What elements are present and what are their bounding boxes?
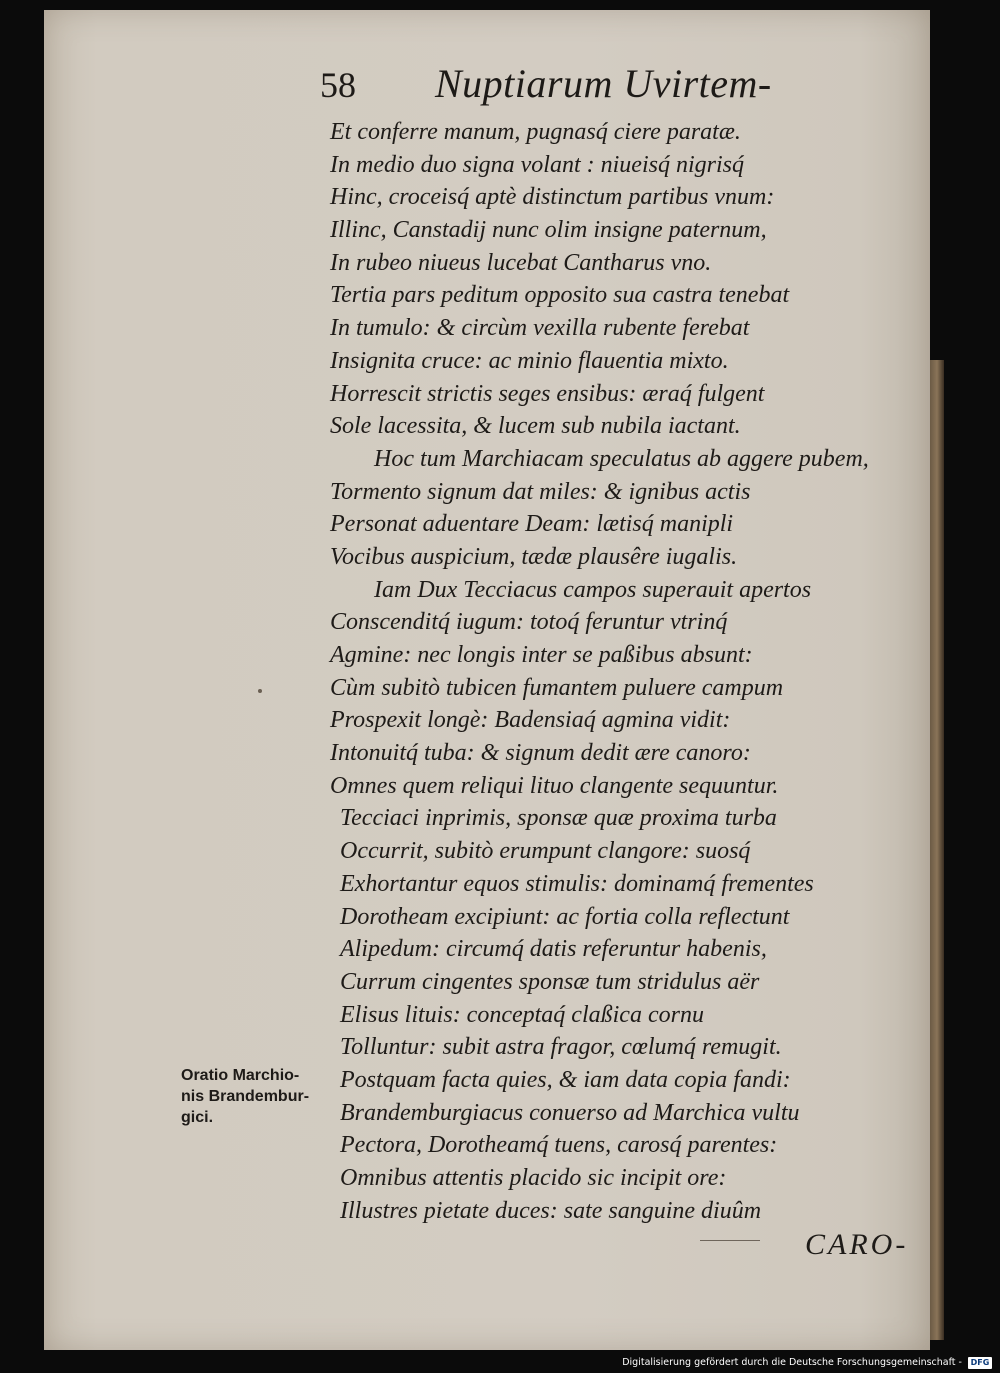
verse-line: Sole lacessita, & lucem sub nubila iactant. [330, 413, 741, 440]
page-number: 58 [320, 65, 356, 105]
verse-line: Omnes quem reliqui lituo clangente sequuntur. [330, 772, 779, 799]
verse-line: Agmine: nec longis inter se paßibus absunt: [330, 642, 753, 668]
verse-line: In tumulo: & circùm vexilla rubente ferebat [330, 315, 750, 342]
running-title: Nuptiarum Uvirtem- [435, 61, 772, 106]
verse-line: Hinc, croceisq́ aptè distinctum partibus vnum: [330, 184, 775, 211]
verse-line: Occurrit, subitò erumpunt clangore: suosq́ [340, 838, 751, 865]
verse-line: Personat aduentare Deam: lætisq́ manipli [330, 511, 734, 538]
verse-line: Alipedum: circumq́ datis referuntur habenis, [340, 936, 767, 963]
footer-text: Digitalisierung gefördert durch die Deutsche Forschungsgemeinschaft - [622, 1357, 962, 1368]
marginal-note-line: gici. [181, 1109, 214, 1126]
verse-line: Postquam facta quies, & iam data copia fandi: [340, 1066, 791, 1093]
marginal-note-line: nis Brandembur- [181, 1088, 310, 1105]
verse-line: In medio duo signa volant : niueisq́ nigrisq́ [330, 151, 744, 178]
page-edge [930, 360, 944, 1340]
verse-line: Conscenditq́ iugum: totoq́ feruntur vtrinq́ [330, 609, 728, 636]
verse-line: In rubeo niueus lucebat Cantharus vno. [330, 249, 712, 276]
verse-line: Elisus lituis: conceptaq́ claßica cornu [340, 1001, 704, 1028]
verse-line: Vocibus auspicium, tædæ plausêre iugalis. [330, 543, 738, 570]
verse-line: Tormento signum dat miles: & ignibus actis [330, 478, 751, 505]
marginal-note [181, 1065, 326, 1128]
verse-line: Pectora, Dorotheamq́ tuens, carosq́ parentes: [340, 1132, 778, 1159]
verse-line: Cùm subitò tubicen fumantem puluere campum [330, 674, 784, 701]
verse-line: Brandemburgiacus conuerso ad Marchica vultu [340, 1099, 800, 1126]
verse-line: Iam Dux Tecciacus campos superauit apertos [374, 576, 812, 603]
verse-line: Horrescit strictis seges ensibus: æraq́ fulgent [330, 380, 765, 407]
verse-line: Intonuitq́ tuba: & signum dedit ære canoro: [330, 740, 751, 767]
verse-line: Illinc, Canstadij nunc olim insigne paternum, [330, 217, 767, 244]
verse-block [330, 116, 910, 1227]
verse-line: Exhortantur equos stimulis: dominamq́ frementes [340, 870, 814, 897]
verse-line: Tolluntur: subit astra fragor, cœlumq́ remugit. [340, 1034, 782, 1061]
short-rule [700, 1240, 760, 1241]
page-header [320, 60, 840, 110]
verse-line: Hoc tum Marchiacam speculatus ab aggere pubem, [374, 445, 869, 472]
verse-line: Insignita cruce: ac minio flauentia mixto. [330, 347, 729, 374]
verse-line: Currum cingentes sponsæ tum stridulus aër [340, 968, 760, 995]
ink-speck [258, 689, 262, 693]
dfg-logo-icon[interactable]: DFG [968, 1357, 992, 1369]
verse-line: Tecciaci inprimis, sponsæ quæ proxima turba [340, 805, 777, 832]
catchword: CARO- [805, 1228, 909, 1261]
verse-line: Et conferre manum, pugnasq́ ciere paratæ. [330, 119, 741, 145]
digitization-footer [600, 1355, 992, 1371]
verse-line: Prospexit longè: Badensiaq́ agmina vidit: [330, 707, 731, 734]
verse-line: Dorotheam excipiunt: ac fortia colla reflectunt [340, 903, 790, 930]
verse-line: Omnibus attentis placido sic incipit ore: [340, 1165, 727, 1191]
marginal-note-line: Oratio Marchio- [181, 1067, 300, 1084]
verse-line: Illustres pietate duces: sate sanguine diuûm [340, 1197, 762, 1224]
verse-line: Tertia pars peditum opposito sua castra tenebat [330, 282, 790, 309]
